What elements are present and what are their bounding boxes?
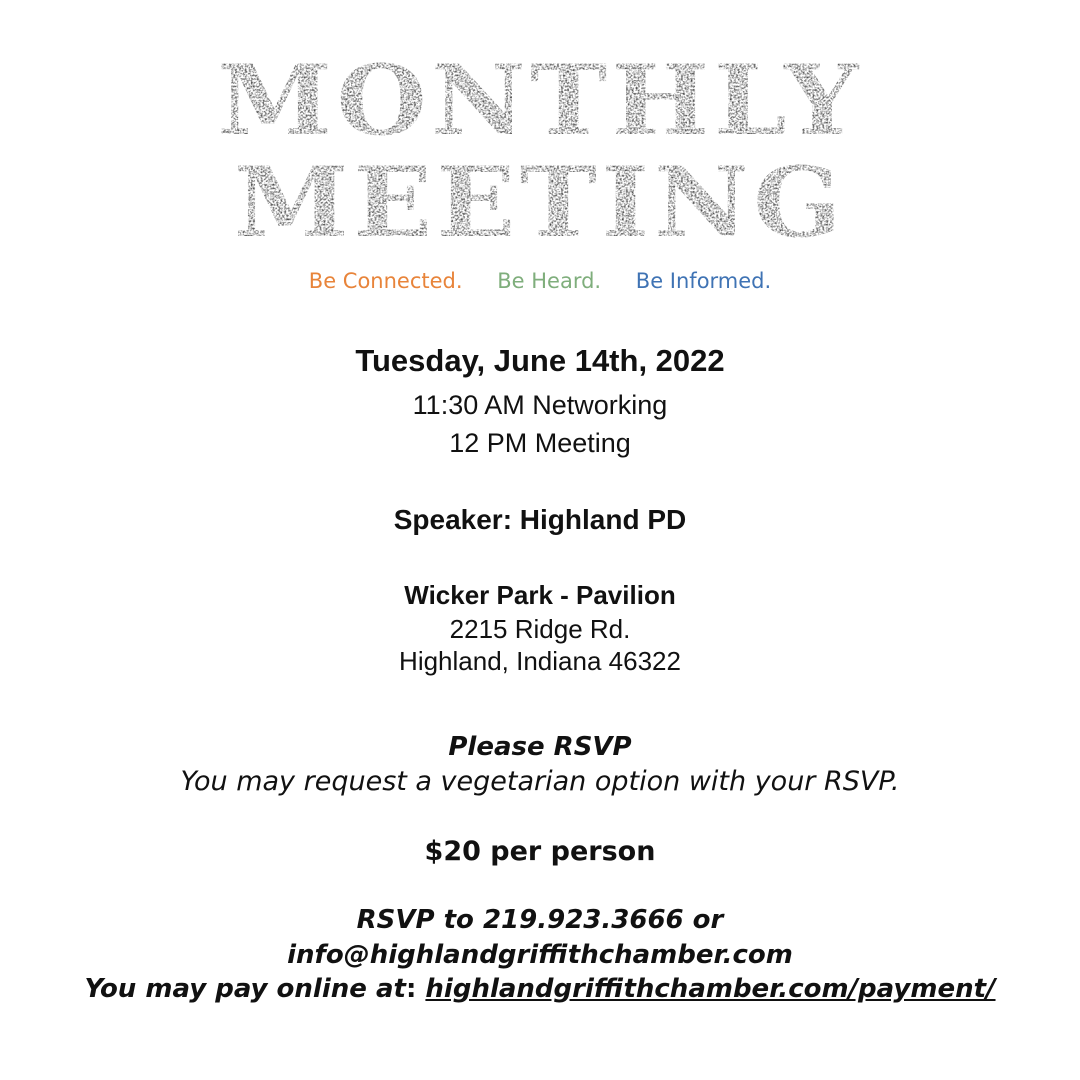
payment-line [0,972,1080,1006]
payment-link[interactable]: highlandgriffithchamber.com/payment/ [425,974,996,1004]
tagline-connected: Be Connected. [308,269,463,293]
tagline-informed: Be Informed. [635,269,772,293]
speaker: Speaker: Highland PD [393,504,687,535]
networking-time: 11:30 AM Networking [412,390,668,420]
city-state-zip: Highland, Indiana 46322 [399,646,681,676]
venue-name: Wicker Park - Pavilion [404,580,676,610]
event-date: Tuesday, June 14th, 2022 [355,343,725,378]
tagline-heard: Be Heard. [497,269,602,293]
meeting-time: 12 PM Meeting [449,428,631,458]
price: $20 per person [424,836,656,867]
street-address: 2215 Ridge Rd. [449,614,631,644]
vegetarian-note: You may request a vegetarian option with your RSVP. [180,766,900,797]
payment-colon: : [405,974,417,1004]
tagline [0,266,1080,296]
rsvp-heading: Please RSVP [448,732,632,762]
rsvp-phone: RSVP to 219.923.3666 or [356,905,724,935]
title-monthly: MONTHLY [217,44,863,157]
title-meeting: MEETING [233,146,847,259]
rsvp-email[interactable]: info@highlandgriffithchamber.com [287,940,793,970]
payment-prefix: You may pay online at [84,974,406,1004]
